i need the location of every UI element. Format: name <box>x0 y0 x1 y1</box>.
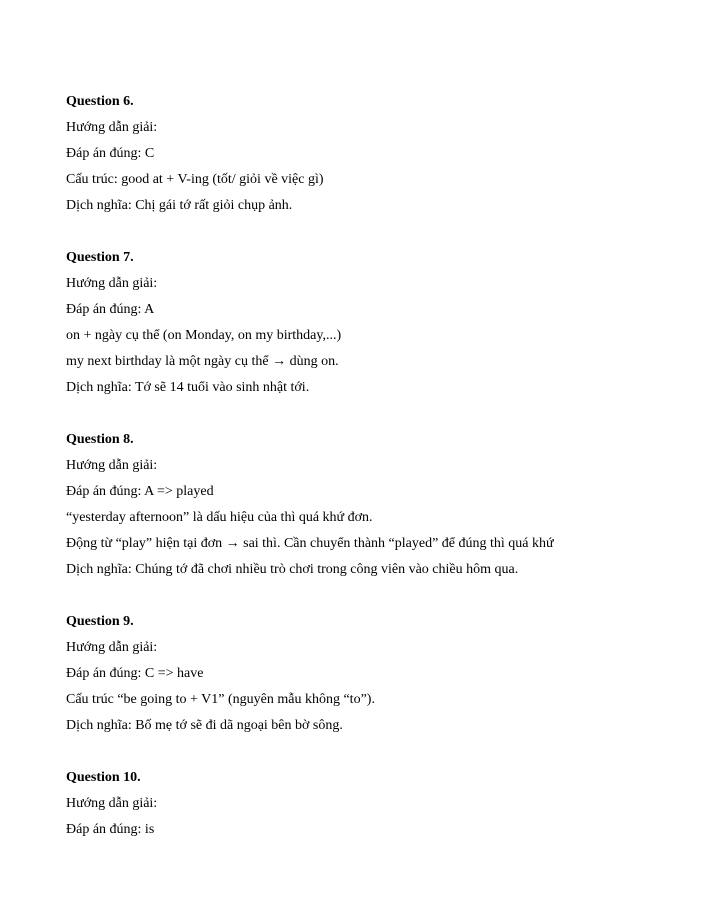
answer-line: Đáp án đúng: A => played <box>66 484 214 499</box>
question-9-block <box>66 609 686 739</box>
question-8-block <box>66 427 686 583</box>
guide-label: Hướng dẫn giải: <box>66 796 158 811</box>
explanation-line: Động từ “play” hiện tại đơn → sai thì. Cần chuyển thành “played” để đúng thì quá khứ <box>66 536 554 551</box>
question-10-block <box>66 765 686 843</box>
guide-label: Hướng dẫn giải: <box>66 120 158 135</box>
question-heading: Question 6. <box>66 94 134 109</box>
translation-line: Dịch nghĩa: Bố mẹ tớ sẽ đi dã ngoại bên bờ sông. <box>66 718 343 733</box>
guide-label: Hướng dẫn giải: <box>66 640 158 655</box>
explanation-line: Cấu trúc: good at + V-ing (tốt/ giỏi về việc gì) <box>66 172 324 187</box>
question-heading: Question 10. <box>66 770 141 785</box>
question-heading: Question 9. <box>66 614 134 629</box>
answer-line: Đáp án đúng: C <box>66 146 155 161</box>
question-heading: Question 7. <box>66 250 134 265</box>
guide-label: Hướng dẫn giải: <box>66 276 158 291</box>
document-page <box>66 89 686 869</box>
answer-line: Đáp án đúng: C => have <box>66 666 204 681</box>
translation-line: Dịch nghĩa: Chị gái tớ rất giỏi chụp ảnh. <box>66 198 293 213</box>
guide-label: Hướng dẫn giải: <box>66 458 158 473</box>
translation-line: Dịch nghĩa: Tớ sẽ 14 tuổi vào sinh nhật tới. <box>66 380 310 395</box>
explanation-line: my next birthday là một ngày cụ thể → dùng on. <box>66 354 339 369</box>
explanation-line: Cấu trúc “be going to + V1” (nguyên mẫu không “to”). <box>66 692 375 707</box>
question-7-block <box>66 245 686 401</box>
explanation-line: on + ngày cụ thể (on Monday, on my birthday,...) <box>66 328 342 343</box>
question-6-block <box>66 89 686 219</box>
answer-line: Đáp án đúng: A <box>66 302 155 317</box>
answer-line: Đáp án đúng: is <box>66 822 155 837</box>
explanation-line: “yesterday afternoon” là dấu hiệu của thì quá khứ đơn. <box>66 510 373 525</box>
translation-line: Dịch nghĩa: Chúng tớ đã chơi nhiều trò chơi trong công viên vào chiều hôm qua. <box>66 562 519 577</box>
question-heading: Question 8. <box>66 432 134 447</box>
